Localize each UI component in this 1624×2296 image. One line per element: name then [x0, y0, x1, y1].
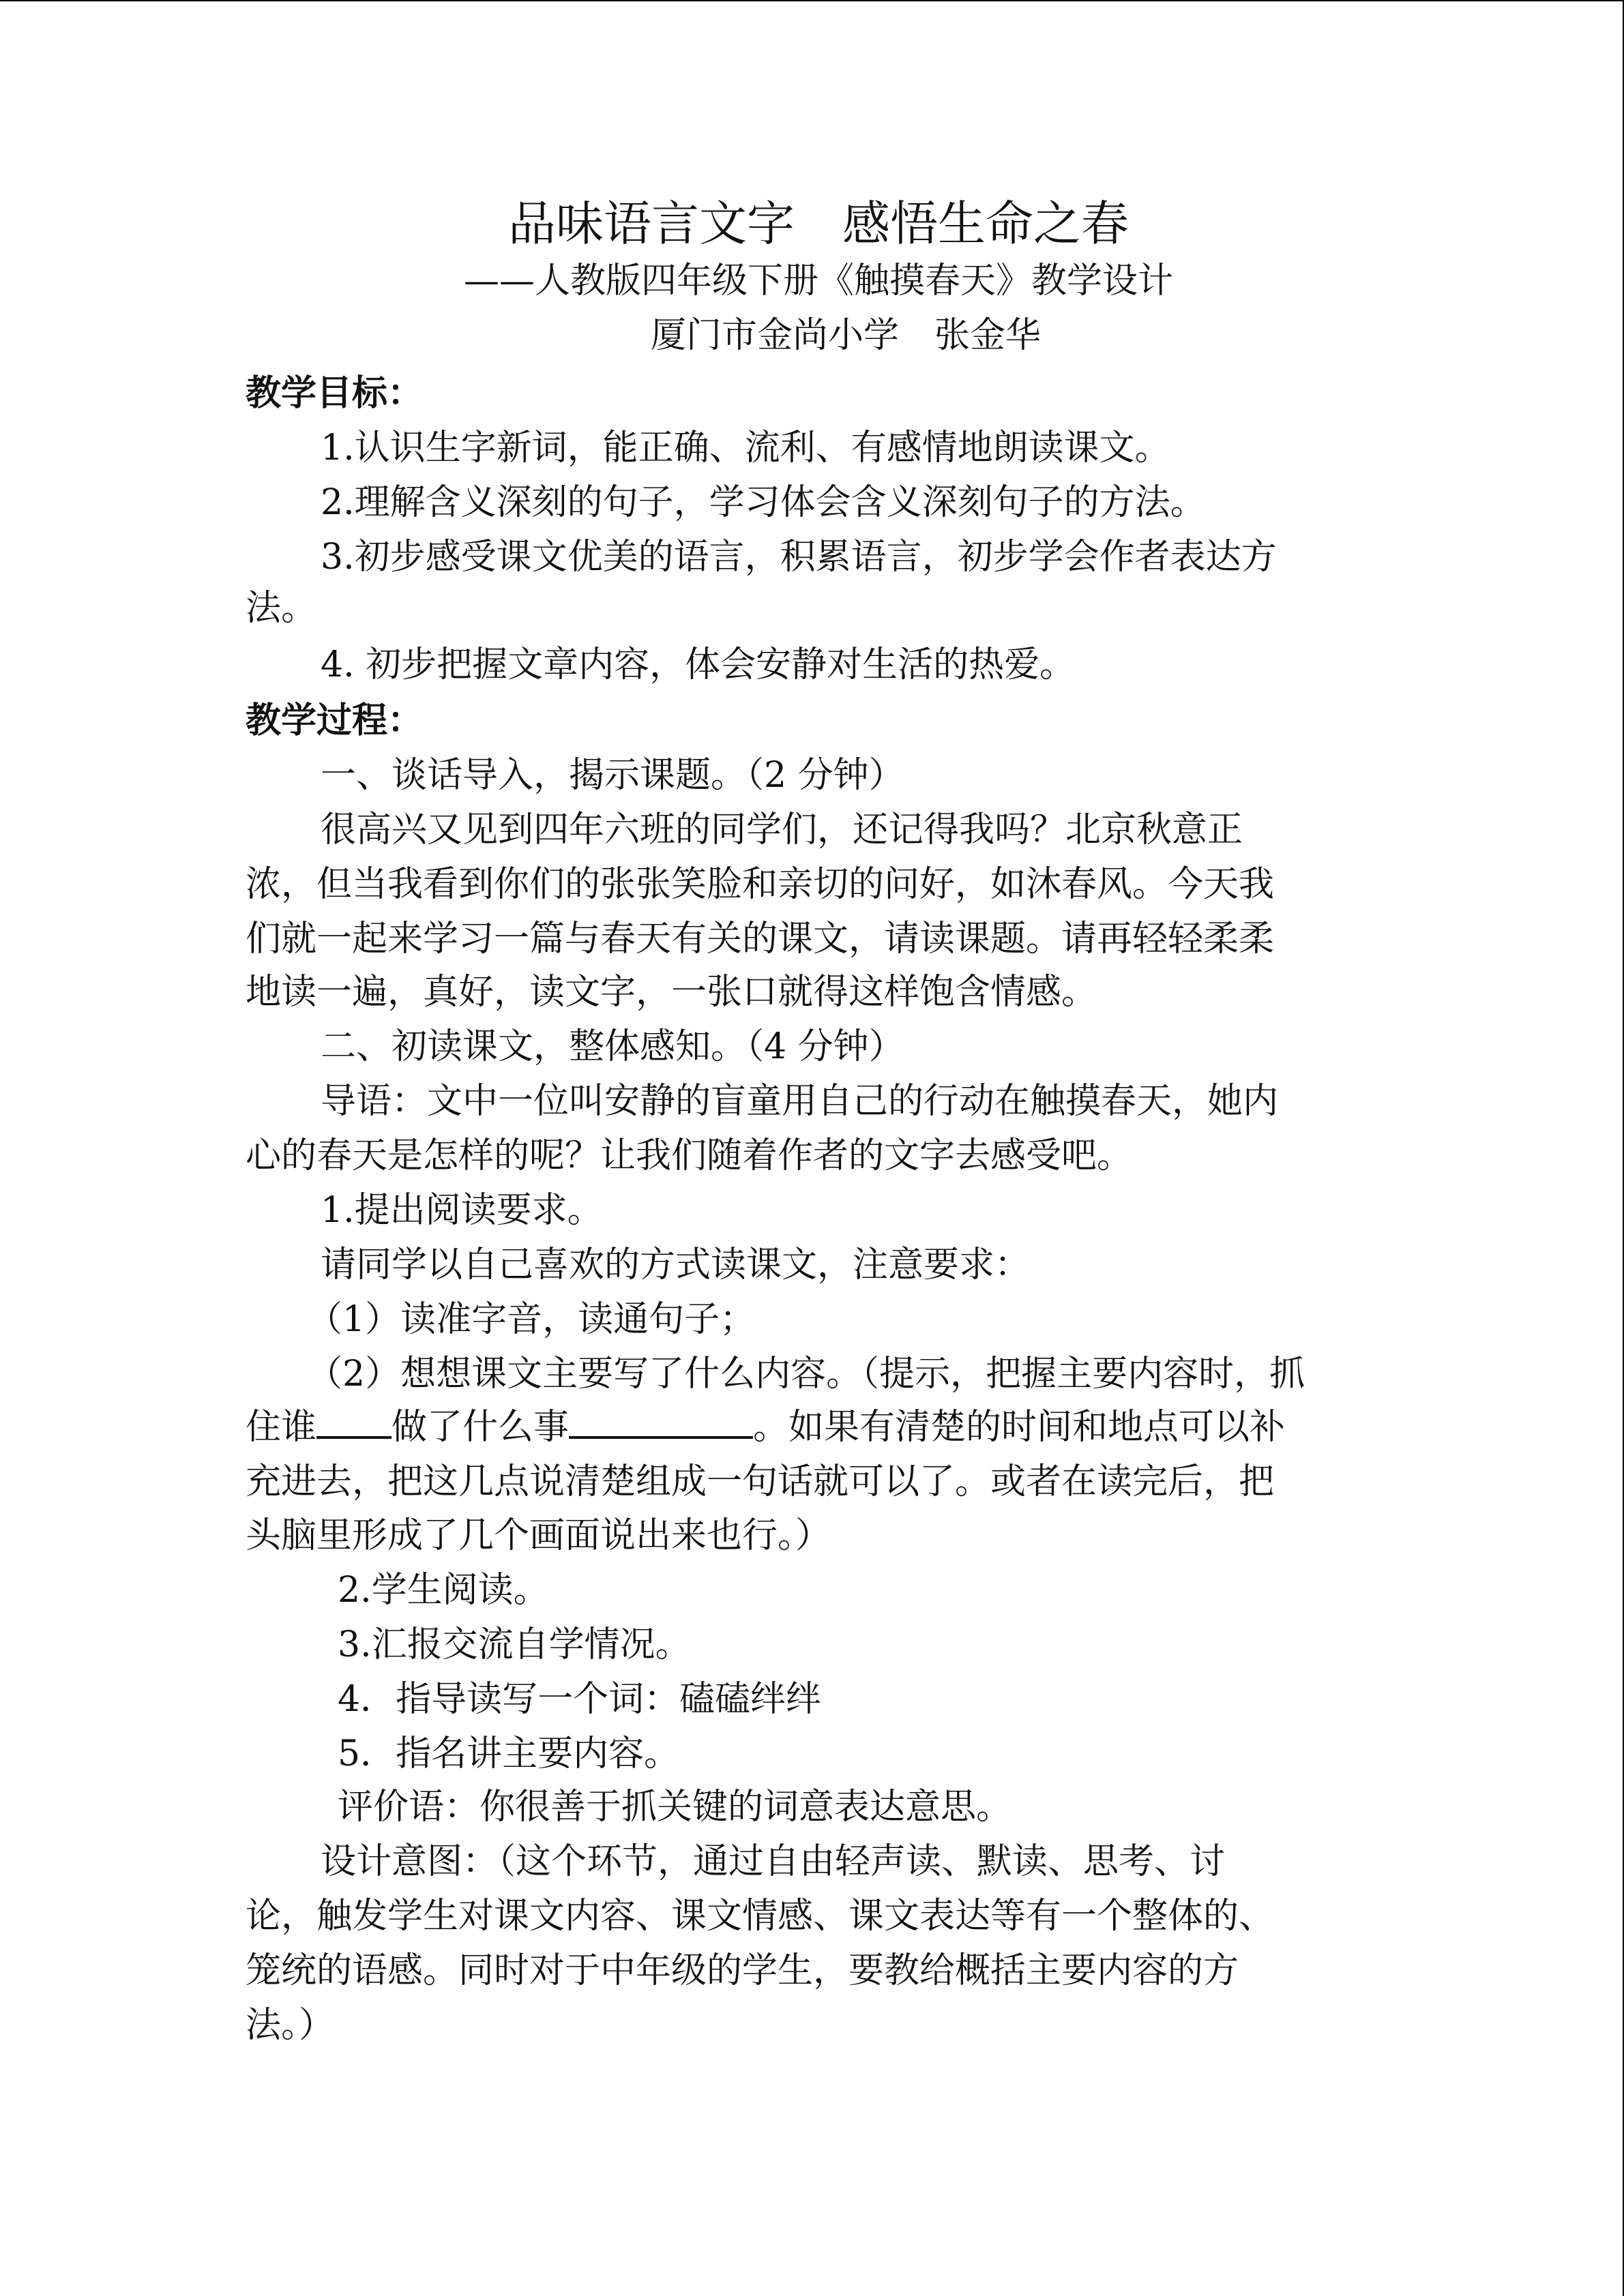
design-intent-line: 论，触发学生对课文内容、课文情感、课文表达等有一个整体的、	[246, 1896, 1275, 1937]
goal-item: 2.理解含义深刻的句子，学习体会含义深刻句子的方法。	[321, 482, 1206, 523]
requirement-item-2-line: 充进去，把这几点说清楚组成一句话就可以了。或者在读完后，把	[246, 1461, 1275, 1502]
step1-paragraph-line: 很高兴又见到四年六班的同学们，还记得我吗？北京秋意正	[321, 809, 1243, 850]
step1-paragraph-line: 浓，但当我看到你们的张张笑脸和亲切的问好，如沐春风。今天我	[246, 864, 1275, 905]
design-intent-line: 法。）	[246, 2005, 335, 2046]
goal-item: 1.认识生字新词，能正确、流利、有感情地朗读课文。	[321, 428, 1170, 468]
step2-intro-line: 心的春天是怎样的呢？让我们随着作者的文字去感受吧。	[246, 1135, 1133, 1176]
step2-item: 5．指名讲主要内容。	[338, 1733, 680, 1774]
step1-paragraph-line: 们就一起来学习一篇与春天有关的课文，请读课题。请再轻轻柔柔	[246, 919, 1275, 959]
step2-item: 3.汇报交流自学情况。	[338, 1624, 691, 1665]
requirement-item-2-line	[246, 1400, 1285, 1455]
fill-text: 。如果有清楚的时间和地点可以补	[753, 1407, 1286, 1448]
fill-text: 住谁	[246, 1407, 317, 1448]
goal-item: 3.初步感受课文优美的语言，积累语言，初步学会作者表达方	[321, 537, 1277, 578]
fill-blank-what	[569, 1401, 753, 1439]
requirement-item-2: （2）想想课文主要写了什么内容。（提示，把握主要内容时，抓	[307, 1354, 1305, 1395]
process-heading: 教学过程：	[246, 700, 424, 741]
fill-text: 做了什么事	[392, 1407, 570, 1448]
step2-item: 2.学生阅读。	[338, 1570, 549, 1611]
step2-item: 4．指导读写一个词：磕磕绊绊	[338, 1679, 822, 1720]
design-intent-line: 设计意图：（这个环节，通过自由轻声读、默读、思考、讨	[321, 1841, 1226, 1882]
design-intent-line: 笼统的语感。同时对于中年级的学生，要教给概括主要内容的方	[246, 1950, 1239, 1991]
step2-intro-line: 导语：文中一位叫安静的盲童用自己的行动在触摸春天，她内	[321, 1081, 1279, 1122]
reading-requirement-intro: 请同学以自己喜欢的方式读课文，注意要求：	[321, 1244, 1031, 1285]
step1-paragraph-line: 地读一遍，真好，读文字，一张口就得这样饱含情感。	[246, 972, 1097, 1013]
goal-item-continued: 法。	[246, 588, 317, 629]
goal-item: 4. 初步把握文章内容，体会安静对生活的热爱。	[321, 644, 1076, 685]
document-subtitle: ——人教版四年级下册《触摸春天》教学设计	[463, 260, 1173, 301]
evaluation-remark: 评价语：你很善于抓关键的词意表达意思。	[338, 1787, 1012, 1828]
step1-title: 一、谈话导入，揭示课题。（2 分钟）	[321, 755, 904, 796]
fill-blank-who	[316, 1401, 392, 1439]
reading-requirement-title: 1.提出阅读要求。	[321, 1190, 603, 1231]
step2-title: 二、初读课文，整体感知。（4 分钟）	[321, 1026, 904, 1067]
requirement-item-2-line: 头脑里形成了几个画面说出来也行。）	[246, 1515, 831, 1556]
requirement-item-1: （1）读准字音，读通句子；	[307, 1299, 756, 1340]
goals-heading: 教学目标：	[246, 372, 424, 414]
document-title: 品味语言文字 感悟生命之春	[508, 196, 1129, 252]
document-author: 厦门市金尚小学 张金华	[650, 315, 1041, 356]
